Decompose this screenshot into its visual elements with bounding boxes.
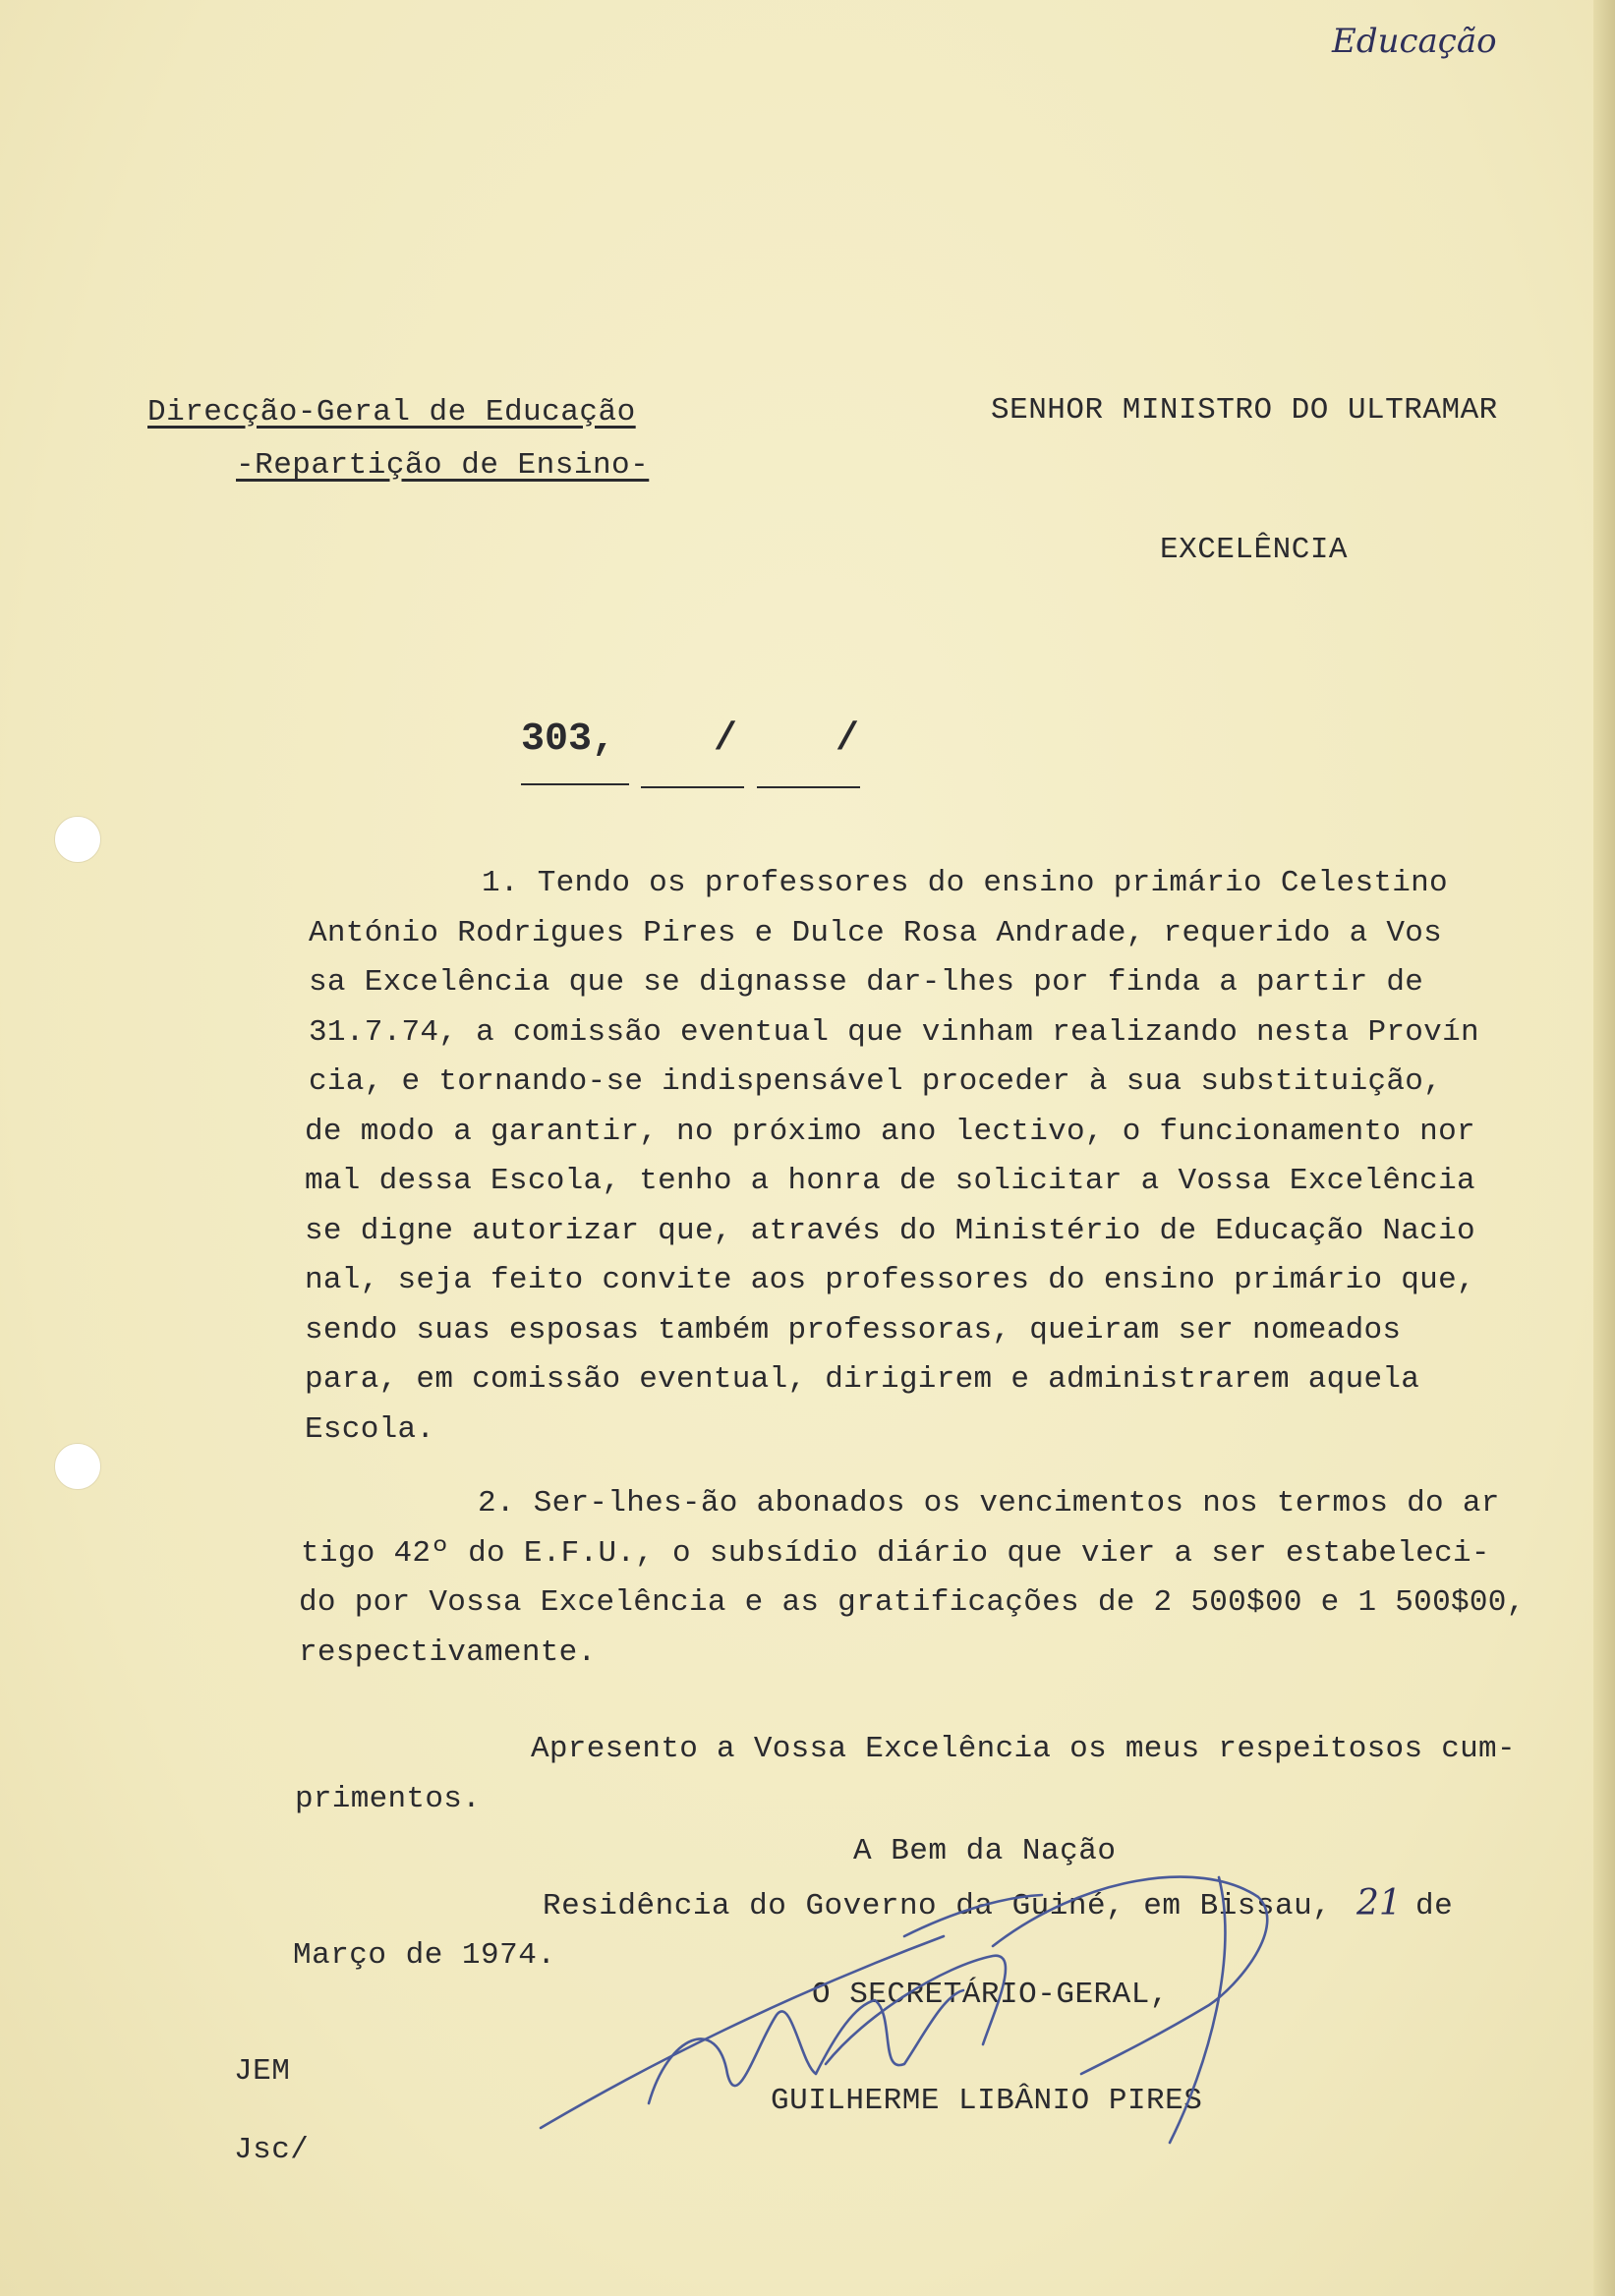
signature-stroke xyxy=(993,1877,1267,2074)
paragraph-2 xyxy=(295,1479,1583,1678)
punch-hole-bottom xyxy=(54,1443,101,1490)
reference-underline-1 xyxy=(521,783,629,785)
signer-name: GUILHERME LIBÂNIO PIRES xyxy=(771,2084,1203,2118)
paragraph-line: de modo a garantir, no próximo ano lectivo, o funcionamento nor xyxy=(305,1114,1475,1149)
paragraph-line: sendo suas esposas também professoras, queiram ser nomeados xyxy=(305,1312,1402,1348)
reference-underline-3 xyxy=(757,786,860,788)
salutation: EXCELÊNCIA xyxy=(1160,533,1349,567)
paragraph-line: Escola. xyxy=(305,1411,435,1447)
reference-underline-2 xyxy=(641,786,744,788)
reference-digits: 303 xyxy=(521,718,593,762)
paragraph-line: 1. Tendo os professores do ensino primário Celestino xyxy=(482,866,1448,900)
paragraph-line: para, em comissão eventual, dirigirem e administrarem aquela xyxy=(305,1362,1420,1397)
handwritten-day: 21 xyxy=(1356,1883,1402,1923)
paragraph-line: António Rodrigues Pires e Dulce Rosa Andrade, requerido a Vos xyxy=(309,915,1443,950)
paragraph-line: 2. Ser-lhes-ão abonados os vencimentos nos termos do ar xyxy=(478,1486,1500,1521)
paragraph-line: do por Vossa Excelência e as gratificações de 2 500$00 e 1 500$00, xyxy=(299,1585,1526,1620)
page-edge xyxy=(1593,0,1615,2296)
place-line: Residência do Governo da Guiné, em Bissau, xyxy=(543,1889,1332,1923)
paragraph-line: 31.7.74, a comissão eventual que vinham realizando nesta Provín xyxy=(309,1014,1479,1050)
motto: A Bem da Nação xyxy=(853,1834,1117,1868)
paragraph-line: respectivamente. xyxy=(299,1635,597,1670)
paragraph-line: cia, e tornando-se indispensável proceder à sua substituição, xyxy=(309,1064,1443,1099)
paragraph-line: tigo 42º do E.F.U., o subsídio diário que vier a ser estabeleci- xyxy=(301,1535,1490,1571)
day-suffix: de xyxy=(1415,1889,1454,1923)
handwritten-signature xyxy=(531,1818,1317,2172)
signature-stroke xyxy=(904,1895,1042,1936)
signature-stroke xyxy=(541,1936,944,2128)
date-line: Março de 1974. xyxy=(293,1938,556,1973)
initials-2: Jsc/ xyxy=(234,2133,310,2167)
signature-stroke xyxy=(649,1990,963,2103)
department-line2: -Repartição de Ensino- xyxy=(236,448,650,483)
paragraph-line: primentos. xyxy=(295,1781,482,1816)
signer-title: O SECRETÁRIO-GERAL, xyxy=(812,1978,1169,2012)
handwritten-tag: Educação xyxy=(1332,22,1497,61)
paragraph-1 xyxy=(295,859,1583,1455)
closing-paragraph xyxy=(295,1725,1583,1824)
paragraph-line: mal dessa Escola, tenho a honra de solicitar a Vossa Excelência xyxy=(305,1164,1475,1198)
punch-hole-top xyxy=(54,816,101,863)
department-line1: Direcção-Geral de Educação xyxy=(147,395,636,430)
paragraph-line: sa Excelência que se dignasse dar-lhes por finda a partir de xyxy=(309,965,1424,1000)
paragraph-line: nal, seja feito convite aos professores do ensino primário que, xyxy=(305,1263,1475,1297)
paragraph-line: se digne autorizar que, através do Ministério de Educação Nacio xyxy=(305,1213,1475,1248)
initials-1: JEM xyxy=(234,2054,291,2089)
reference-separators: , / / xyxy=(592,718,897,762)
signature-stroke xyxy=(1170,1877,1225,2143)
addressee: SENHOR MINISTRO DO ULTRAMAR xyxy=(991,393,1498,428)
reference-number xyxy=(521,718,896,762)
paragraph-line: Apresento a Vossa Excelência os meus respeitosos cum- xyxy=(531,1732,1516,1766)
